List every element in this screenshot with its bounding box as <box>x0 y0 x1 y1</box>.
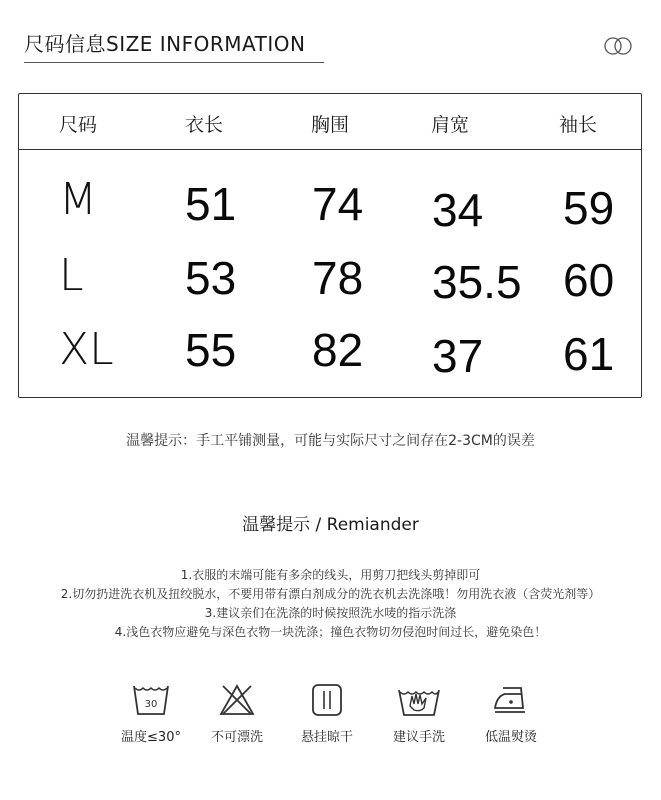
wash-temperature-text: 30 <box>144 699 158 710</box>
size-table <box>18 93 642 398</box>
length-value: 51 <box>185 178 237 230</box>
page-title: 尺码信息SIZE INFORMATION <box>24 32 306 56</box>
chest-value: 82 <box>312 324 364 376</box>
size-label: M <box>59 174 97 225</box>
list-item: 1.衣服的末端可能有多余的线头，用剪刀把线头剪掉即可 <box>180 568 481 582</box>
chest-value: 78 <box>312 252 364 304</box>
reminder-title: 温馨提示 / Remiander <box>242 515 419 535</box>
hang-dry-icon <box>307 682 347 718</box>
sleeve-value: 60 <box>563 254 615 306</box>
sleeve-value: 61 <box>563 328 615 380</box>
size-label: L <box>59 250 84 301</box>
list-item: 2.切勿扔进洗衣机及扭绞脱水，不要用带有漂白剂成分的洗衣机去洗涤哦！勿用洗衣液（含荧光剂等） <box>60 587 601 601</box>
care-label: 悬挂晾干 <box>300 730 353 745</box>
wash-30-icon <box>131 682 171 718</box>
length-value: 55 <box>185 324 237 376</box>
table-row <box>19 164 641 236</box>
list-item: 3.建议亲们在洗涤的时候按照洗水唛的指示洗涤 <box>204 606 457 620</box>
care-label: 不可漂洗 <box>210 730 263 745</box>
care-tips-list <box>0 566 661 642</box>
care-low-iron <box>466 682 556 745</box>
shoulder-value: 35.5 <box>432 256 522 308</box>
column-header-length: 衣长 <box>185 114 224 136</box>
table-header-row <box>19 94 641 150</box>
hand-wash-icon <box>396 682 442 718</box>
column-header-sleeve: 袖长 <box>559 114 598 136</box>
care-hand-wash <box>374 682 464 745</box>
shoulder-value: 37 <box>432 330 484 382</box>
size-label: XL <box>59 324 114 375</box>
two-rings-icon <box>602 36 636 60</box>
shoulder-value: 34 <box>432 184 484 236</box>
care-hang-dry <box>282 682 372 745</box>
table-row <box>19 240 641 312</box>
care-label: 低温熨烫 <box>484 730 537 745</box>
care-no-bleach <box>192 682 282 745</box>
care-label: 温度≤30° <box>121 730 181 745</box>
chest-value: 74 <box>312 178 364 230</box>
column-header-chest: 胸围 <box>311 114 350 136</box>
care-wash-30 <box>106 682 196 745</box>
length-value: 53 <box>185 252 237 304</box>
sleeve-value: 59 <box>563 182 615 234</box>
low-iron-icon <box>491 682 531 718</box>
table-row <box>19 314 641 386</box>
title-underline <box>24 62 324 63</box>
column-header-size: 尺码 <box>59 114 98 136</box>
list-item: 4.浅色衣物应避免与深色衣物一块洗涤；撞色衣物切勿侵泡时间过长，避免染色！ <box>114 625 547 639</box>
measurement-note: 温馨提示：手工平铺测量，可能与实际尺寸之间存在2-3CM的误差 <box>126 433 535 449</box>
no-bleach-icon <box>217 682 257 718</box>
care-label: 建议手洗 <box>392 730 445 745</box>
column-header-shoulder: 肩宽 <box>431 114 470 136</box>
